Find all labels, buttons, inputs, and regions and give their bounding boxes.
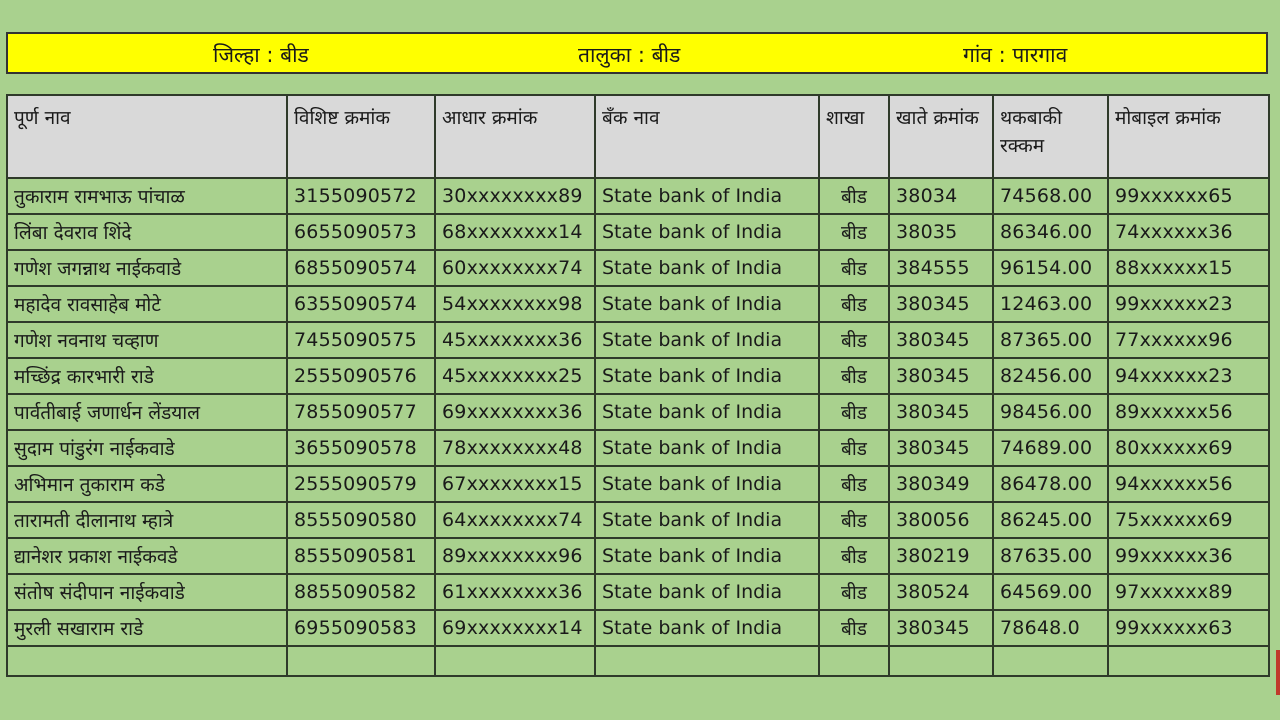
cell-bank-name: State bank of India [595, 394, 819, 430]
taluka-label: तालुका : बीड [578, 43, 681, 67]
table-row-empty [7, 646, 1269, 676]
cell-unique-number: 3655090578 [287, 430, 435, 466]
cell-full-name: पार्वतीबाई जणार्धन लेंडयाल [7, 394, 287, 430]
cell-account-number: 380056 [889, 502, 993, 538]
cell-branch: बीड [819, 178, 889, 214]
col-header-mobile-number: मोबाइल क्रमांक [1108, 95, 1269, 178]
cell-unique-number: 7455090575 [287, 322, 435, 358]
cell-bank-name: State bank of India [595, 610, 819, 646]
cell-unique-number: 8555090581 [287, 538, 435, 574]
cell-branch: बीड [819, 358, 889, 394]
table-cell-empty [287, 646, 435, 676]
cell-full-name: संतोष संदीपान नाईकवाडे [7, 574, 287, 610]
cell-bank-name: State bank of India [595, 322, 819, 358]
cell-account-number: 380345 [889, 430, 993, 466]
cell-mobile-number: 88xxxxxx15 [1108, 250, 1269, 286]
cell-outstanding-amount: 12463.00 [993, 286, 1108, 322]
cell-full-name: तुकाराम रामभाऊ पांचाळ [7, 178, 287, 214]
table-row [7, 358, 1269, 394]
table-row [7, 502, 1269, 538]
cell-bank-name: State bank of India [595, 250, 819, 286]
col-header-branch: शाखा [819, 95, 889, 178]
cell-unique-number: 6855090574 [287, 250, 435, 286]
cell-full-name: अभिमान तुकाराम कडे [7, 466, 287, 502]
cell-aadhaar-number: 69xxxxxxxx36 [435, 394, 595, 430]
cell-mobile-number: 75xxxxxx69 [1108, 502, 1269, 538]
table-cell-empty [7, 646, 287, 676]
cell-unique-number: 8555090580 [287, 502, 435, 538]
cell-full-name: तारामती दीलानाथ म्हात्रे [7, 502, 287, 538]
table-row [7, 286, 1269, 322]
cell-outstanding-amount: 74689.00 [993, 430, 1108, 466]
cell-full-name: गणेश जगन्नाथ नाईकवाडे [7, 250, 287, 286]
cell-bank-name: State bank of India [595, 214, 819, 250]
cell-mobile-number: 99xxxxxx36 [1108, 538, 1269, 574]
cell-unique-number: 6355090574 [287, 286, 435, 322]
cell-branch: बीड [819, 322, 889, 358]
col-header-outstanding-amount: थकबाकी रक्कम [993, 95, 1108, 178]
cell-outstanding-amount: 96154.00 [993, 250, 1108, 286]
cell-outstanding-amount: 78648.0 [993, 610, 1108, 646]
cell-outstanding-amount: 74568.00 [993, 178, 1108, 214]
table-cell-empty [435, 646, 595, 676]
cell-bank-name: State bank of India [595, 466, 819, 502]
cell-full-name: गणेश नवनाथ चव्हाण [7, 322, 287, 358]
table-header-row [7, 95, 1269, 178]
cell-bank-name: State bank of India [595, 574, 819, 610]
cell-branch: बीड [819, 538, 889, 574]
location-header [6, 32, 1268, 74]
cell-unique-number: 2555090576 [287, 358, 435, 394]
cell-aadhaar-number: 61xxxxxxxx36 [435, 574, 595, 610]
table-row [7, 610, 1269, 646]
cell-aadhaar-number: 67xxxxxxxx15 [435, 466, 595, 502]
cell-branch: बीड [819, 466, 889, 502]
cell-bank-name: State bank of India [595, 358, 819, 394]
cell-unique-number: 3155090572 [287, 178, 435, 214]
cell-mobile-number: 94xxxxxx56 [1108, 466, 1269, 502]
cell-bank-name: State bank of India [595, 430, 819, 466]
cell-unique-number: 7855090577 [287, 394, 435, 430]
cell-full-name: लिंबा देवराव शिंदे [7, 214, 287, 250]
table-cell-empty [1108, 646, 1269, 676]
cell-outstanding-amount: 86346.00 [993, 214, 1108, 250]
cell-outstanding-amount: 87365.00 [993, 322, 1108, 358]
cell-mobile-number: 99xxxxxx65 [1108, 178, 1269, 214]
cell-branch: बीड [819, 394, 889, 430]
cell-aadhaar-number: 89xxxxxxxx96 [435, 538, 595, 574]
table-row [7, 322, 1269, 358]
cell-aadhaar-number: 69xxxxxxxx14 [435, 610, 595, 646]
cell-account-number: 380345 [889, 358, 993, 394]
cell-full-name: महादेव रावसाहेब मोटे [7, 286, 287, 322]
cell-aadhaar-number: 78xxxxxxxx48 [435, 430, 595, 466]
cell-account-number: 380345 [889, 322, 993, 358]
cell-branch: बीड [819, 610, 889, 646]
table-row [7, 538, 1269, 574]
cell-account-number: 380345 [889, 610, 993, 646]
cell-outstanding-amount: 82456.00 [993, 358, 1108, 394]
table-cell-empty [819, 646, 889, 676]
cell-outstanding-amount: 98456.00 [993, 394, 1108, 430]
cell-outstanding-amount: 86478.00 [993, 466, 1108, 502]
cell-account-number: 380345 [889, 286, 993, 322]
table-row [7, 214, 1269, 250]
cell-branch: बीड [819, 214, 889, 250]
cell-unique-number: 2555090579 [287, 466, 435, 502]
cell-mobile-number: 77xxxxxx96 [1108, 322, 1269, 358]
cell-mobile-number: 74xxxxxx36 [1108, 214, 1269, 250]
district-label: जिल्हा : बीड [213, 43, 309, 67]
village-label: गांव : पारगाव [963, 43, 1068, 67]
cell-unique-number: 6955090583 [287, 610, 435, 646]
cell-branch: बीड [819, 430, 889, 466]
cell-account-number: 380349 [889, 466, 993, 502]
cell-account-number: 38035 [889, 214, 993, 250]
table-row [7, 178, 1269, 214]
cell-account-number: 38034 [889, 178, 993, 214]
cell-account-number: 384555 [889, 250, 993, 286]
cell-aadhaar-number: 45xxxxxxxx25 [435, 358, 595, 394]
cell-mobile-number: 99xxxxxx63 [1108, 610, 1269, 646]
col-header-full-name: पूर्ण नाव [7, 95, 287, 178]
edge-marker [1276, 650, 1280, 695]
cell-unique-number: 6655090573 [287, 214, 435, 250]
cell-outstanding-amount: 64569.00 [993, 574, 1108, 610]
table-row [7, 250, 1269, 286]
cell-aadhaar-number: 54xxxxxxxx98 [435, 286, 595, 322]
cell-bank-name: State bank of India [595, 502, 819, 538]
table-cell-empty [889, 646, 993, 676]
cell-bank-name: State bank of India [595, 538, 819, 574]
cell-aadhaar-number: 45xxxxxxxx36 [435, 322, 595, 358]
cell-aadhaar-number: 68xxxxxxxx14 [435, 214, 595, 250]
cell-branch: बीड [819, 286, 889, 322]
cell-full-name: मच्छिंद्र कारभारी राडे [7, 358, 287, 394]
cell-outstanding-amount: 87635.00 [993, 538, 1108, 574]
table-row [7, 574, 1269, 610]
cell-mobile-number: 94xxxxxx23 [1108, 358, 1269, 394]
cell-outstanding-amount: 86245.00 [993, 502, 1108, 538]
cell-bank-name: State bank of India [595, 286, 819, 322]
cell-mobile-number: 97xxxxxx89 [1108, 574, 1269, 610]
beneficiary-table [6, 94, 1270, 677]
cell-aadhaar-number: 30xxxxxxxx89 [435, 178, 595, 214]
cell-full-name: द्यानेशर प्रकाश नाईकवडे [7, 538, 287, 574]
cell-aadhaar-number: 60xxxxxxxx74 [435, 250, 595, 286]
table-row [7, 394, 1269, 430]
table-row [7, 466, 1269, 502]
table-body [7, 178, 1269, 676]
cell-branch: बीड [819, 502, 889, 538]
cell-full-name: सुदाम पांडुरंग नाईकवाडे [7, 430, 287, 466]
cell-full-name: मुरली सखाराम राडे [7, 610, 287, 646]
col-header-unique-number: विशिष्ट क्रमांक [287, 95, 435, 178]
cell-branch: बीड [819, 250, 889, 286]
cell-aadhaar-number: 64xxxxxxxx74 [435, 502, 595, 538]
table-cell-empty [993, 646, 1108, 676]
cell-unique-number: 8855090582 [287, 574, 435, 610]
cell-account-number: 380345 [889, 394, 993, 430]
table-row [7, 430, 1269, 466]
cell-mobile-number: 89xxxxxx56 [1108, 394, 1269, 430]
cell-mobile-number: 99xxxxxx23 [1108, 286, 1269, 322]
col-header-account-number: खाते क्रमांक [889, 95, 993, 178]
cell-account-number: 380219 [889, 538, 993, 574]
cell-bank-name: State bank of India [595, 178, 819, 214]
col-header-bank-name: बँक नाव [595, 95, 819, 178]
table-cell-empty [595, 646, 819, 676]
cell-branch: बीड [819, 574, 889, 610]
cell-account-number: 380524 [889, 574, 993, 610]
col-header-aadhaar-number: आधार क्रमांक [435, 95, 595, 178]
cell-mobile-number: 80xxxxxx69 [1108, 430, 1269, 466]
